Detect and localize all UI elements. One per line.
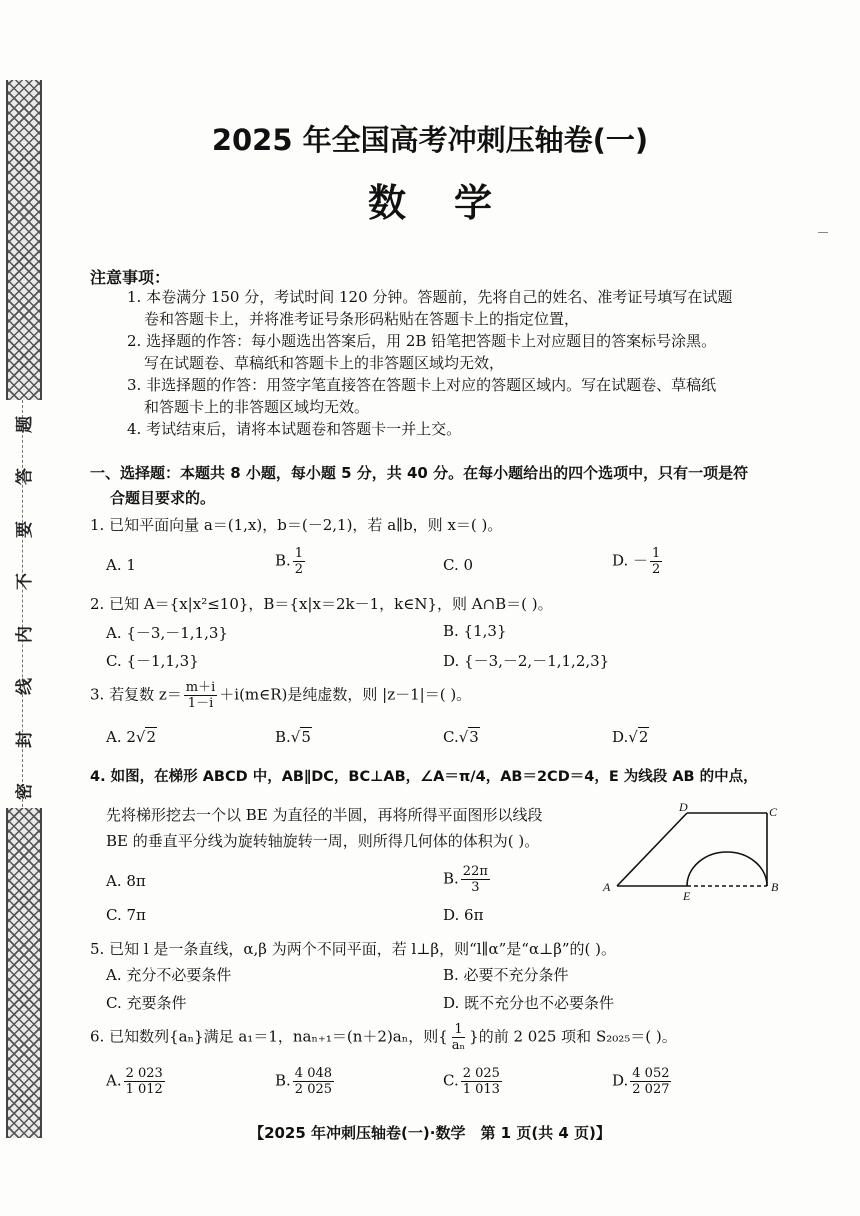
notice-line: 1. 本卷满分 150 分，考试时间 120 分钟。答题前，先将自己的姓名、准考证号填写在试题 [127,288,733,306]
q5-option-c: C. 充要条件 [106,994,187,1012]
q5-option-d: D. 既不充分也不必要条件 [443,994,615,1012]
binding-strip-pattern-bottom [6,808,42,1138]
q1-option-d: D. － $\frac{1}{2}$ [612,546,661,577]
question-3-stem: 3. 若复数 z＝ $\frac{m+i}{1-i}$ ＋i(m∈R)是纯虚数，则 |z－1|＝( )。 [90,680,472,711]
binding-char: 不 [14,573,35,591]
q3-option-d: D.√2 [612,728,649,746]
notice-line: 和答题卡上的非答题区域均无效。 [144,398,370,416]
trapezoid-figure [595,800,790,902]
question-2-stem: 2. 已知 A＝{x|x²≤10}，B＝{x|x＝2k－1，k∈N}，则 A∩B＝( )。 [90,595,553,613]
q6-option-c: C. $\frac{2 025}{1 013}$ [443,1066,500,1097]
q1-option-c: C. 0 [443,556,474,574]
q3-option-c: C.√3 [443,728,479,746]
binding-strip-text [8,412,36,804]
q1-option-b: B. $\frac{1}{2}$ [275,546,304,577]
q4-option-c: C. 7π [106,906,146,924]
notice-line: 2. 选择题的作答：每小题选出答案后，用 2B 铅笔把答题卡上对应题目的答案标号涂黑。 [127,332,717,350]
question-6-stem: 6. 已知数列{aₙ}满足 a₁＝1，naₙ₊₁＝(n＋2)aₙ，则{ $\frac{1}{\text{aₙ}}$ }的前 2 025 项和 S₂₀₂₅＝( )。 [90,1022,677,1053]
q3-option-a: A. 2√2 [106,728,157,746]
binding-char: 密 [14,782,35,800]
q6-option-d: D. $\frac{4 052}{2 027}$ [612,1066,670,1097]
scan-mark [818,232,828,233]
question-5-stem: 5. 已知 l 是一条直线，α,β 为两个不同平面，若 l⊥β，则“l∥α”是“α⊥β”的( )。 [90,940,617,958]
label-e: E [683,889,691,902]
notice-line: 写在试题卷、草稿纸和答题卡上的非答题区域均无效， [144,354,505,372]
q5-option-b: B. 必要不充分条件 [443,966,569,984]
label-c: C [769,805,778,819]
q2-option-c: C. {－1,1,3} [106,652,199,670]
section-heading-cont: 合题目要求的。 [110,489,216,507]
semicircle-arc [687,852,767,886]
q4-option-d: D. 6π [443,906,484,924]
binding-char: 封 [14,730,35,748]
question-4-stem-cont: BE 的垂直平分线为旋转轴旋转一周，则所得几何体的体积为( )。 [106,832,540,850]
label-b: B [771,880,779,894]
subject-title: 数学 [367,181,540,225]
q4-option-b: B. $\frac{22\pi}{3}$ [443,864,488,895]
q2-option-d: D. {－3,－2,－1,1,2,3} [443,652,610,670]
exam-title: 2025 年全国高考冲刺压轴卷(一) [211,123,649,157]
page-footer: 【2025 年冲刺压轴卷(一)·数学 第 1 页(共 4 页)】 [249,1124,611,1142]
q4-option-a: A. 8π [106,872,146,890]
question-4-stem: 4. 如图，在梯形 ABCD 中，AB∥DC，BC⊥AB，∠A＝π/4，AB＝2CD＝4，E 为线段 AB 的中点， [90,769,758,785]
notice-line: 4. 考试结束后，请将本试题卷和答题卡一并上交。 [127,420,462,438]
q2-option-a: A. {－3,－1,1,3} [106,624,228,642]
q6-option-a: A. $\frac{2 023}{1 012}$ [106,1066,163,1097]
binding-char: 答 [14,468,35,486]
notice-line: 卷和答题卡上，并将准考证号条形码粘贴在答题卡上的指定位置， [144,310,580,328]
notice-line: 3. 非选择题的作答：用签字笔直接答在答题卡上对应的答题区域内。写在试题卷、草稿纸 [127,376,717,394]
binding-char: 内 [14,625,35,643]
q5-option-a: A. 充分不必要条件 [106,966,232,984]
question-1-stem: 1. 已知平面向量 a＝(1,x)，b＝(－2,1)，若 a∥b，则 x＝( )。 [90,516,503,534]
label-a: A [603,880,611,894]
binding-char: 线 [14,678,35,696]
binding-char: 要 [14,520,35,538]
label-d: D [679,800,688,814]
section-heading: 一、选择题：本题共 8 小题，每小题 5 分，共 40 分。在每小题给出的四个选项中，只有一项是符 [90,464,749,482]
segment-ad [617,813,687,886]
notice-heading: 注意事项： [90,268,171,287]
q2-option-b: B. {1,3} [443,622,507,640]
q3-option-b: B.√5 [275,728,311,746]
q1-option-a: A. 1 [106,556,136,574]
question-4-stem-cont: 先将梯形挖去一个以 BE 为直径的半圆，再将所得平面图形以线段 [106,806,543,824]
binding-char: 题 [14,416,35,433]
q6-option-b: B. $\frac{4 048}{2 025}$ [275,1066,333,1097]
